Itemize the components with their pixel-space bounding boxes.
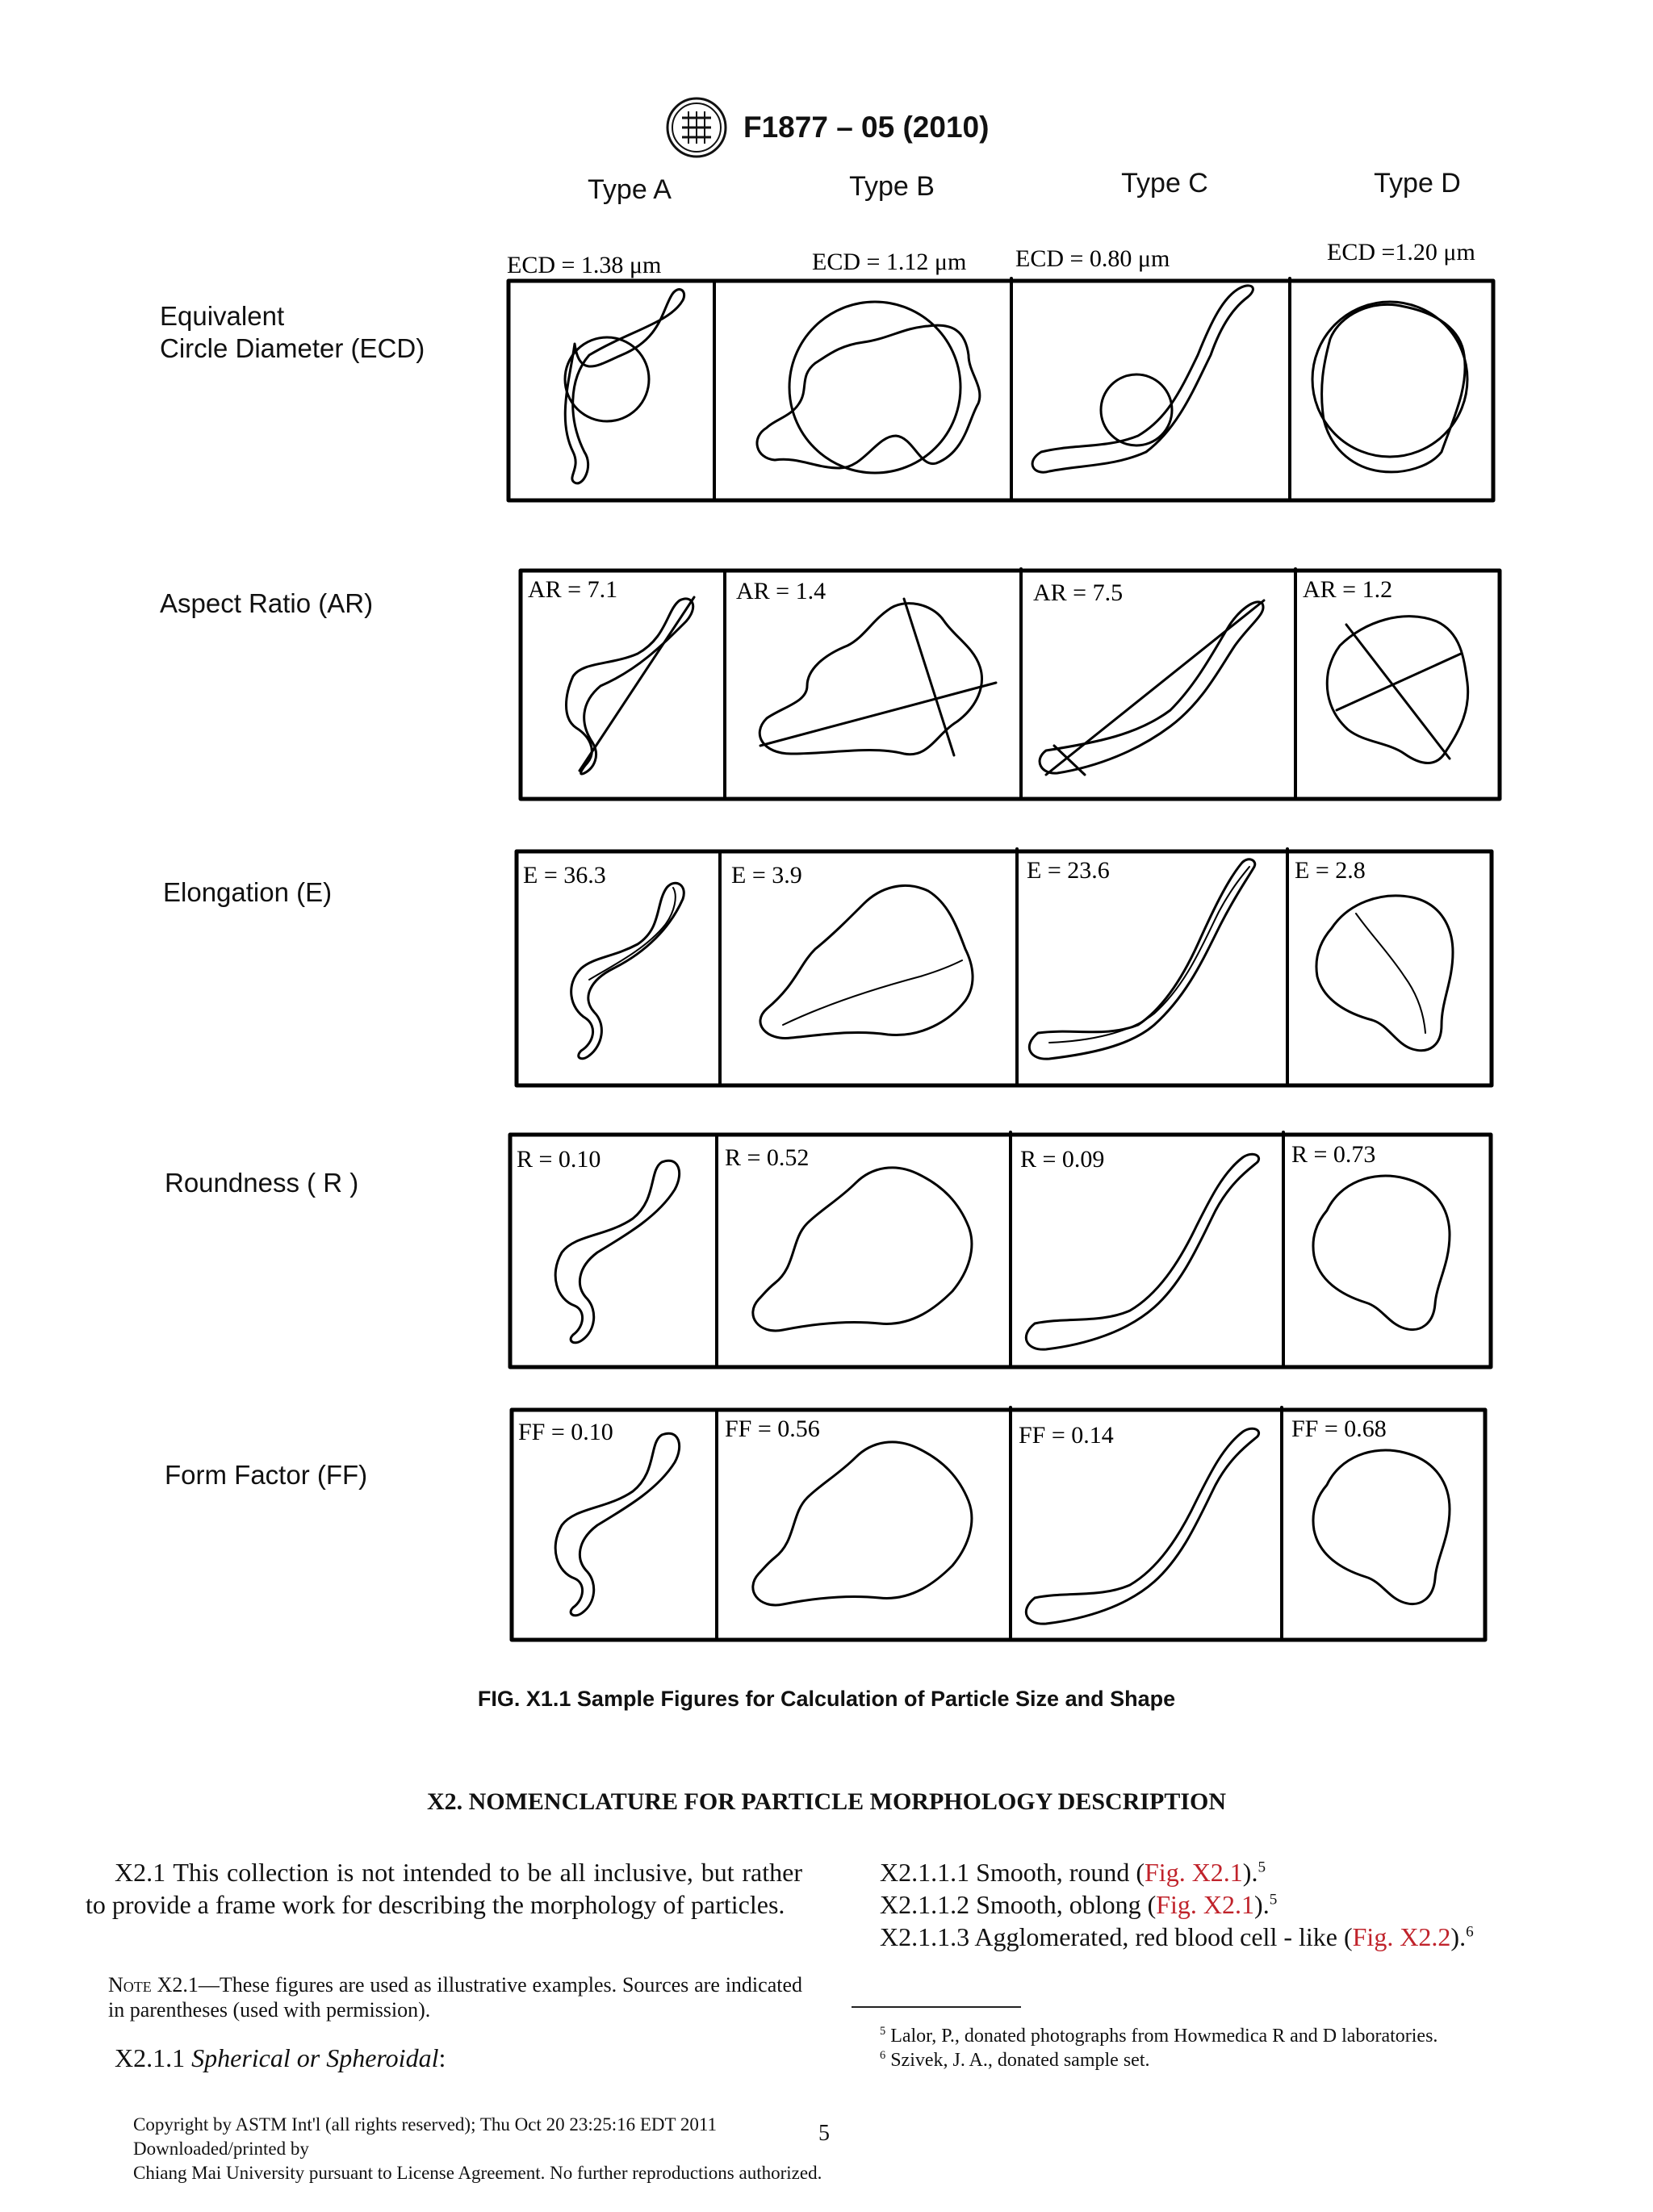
copyright-line: Copyright by ASTM Int'l (all rights reserved); Thu Oct 20 23:25:16 EDT 2011 — [133, 2114, 718, 2135]
footnote-ref[interactable]: 6 — [1466, 1923, 1474, 1941]
ar-value-type-a: AR = 7.1 — [528, 576, 618, 603]
footnote-item — [880, 2048, 1606, 2072]
subsection-title: Spherical or Spheroidal — [191, 2043, 439, 2072]
list-item-tail: ). — [1242, 1858, 1258, 1887]
list-item-text: X2.1.1.2 Smooth, oblong ( — [880, 1890, 1157, 1919]
form-factor-value-type-c: FF = 0.14 — [1019, 1422, 1114, 1449]
list-item-tail: ). — [1254, 1890, 1270, 1919]
list-item — [880, 1888, 1606, 1921]
column-header-type-a: Type A — [588, 174, 672, 205]
footnotes — [880, 2024, 1606, 2072]
note-x2-1 — [108, 1972, 802, 2022]
standard-designation: F1877 – 05 (2010) — [743, 111, 990, 144]
footnote-ref[interactable]: 5 — [1269, 1891, 1278, 1909]
footnote-text: Lalor, P., donated photographs from Howmedica R and D laboratories. — [885, 2026, 1438, 2047]
ar-row-panels — [521, 569, 1500, 799]
column-header-type-c: Type C — [1121, 168, 1208, 199]
figure-link[interactable]: Fig. X2.1 — [1156, 1890, 1255, 1919]
footnote-number: 5 — [880, 2025, 886, 2038]
form-factor-value-type-a: FF = 0.10 — [518, 1419, 613, 1445]
roundness-value-type-a: R = 0.10 — [517, 1146, 601, 1173]
column-header-type-b: Type B — [849, 171, 935, 202]
list-item — [880, 1856, 1606, 1888]
license-line: Chiang Mai University pursuant to License Agreement. No further reproductions authorized. — [133, 2163, 822, 2183]
roundness-value-type-d: R = 0.73 — [1291, 1141, 1376, 1168]
elongation-value-type-a: E = 36.3 — [523, 862, 606, 889]
subsection-number: X2.1.1 — [115, 2043, 192, 2072]
list-item-tail: ). — [1450, 1922, 1467, 1951]
form-factor-row-panels — [512, 1407, 1485, 1640]
elongation-row-panels — [517, 849, 1492, 1085]
figure-link[interactable]: Fig. X2.1 — [1145, 1858, 1243, 1887]
roundness-value-type-b: R = 0.52 — [725, 1144, 810, 1171]
ar-value-type-c: AR = 7.5 — [1033, 579, 1124, 606]
elongation-value-type-c: E = 23.6 — [1027, 857, 1110, 884]
row-label-ar: Aspect Ratio (AR) — [160, 588, 374, 618]
list-item — [880, 1921, 1606, 1953]
ecd-value-type-c: ECD = 0.80 μm — [1015, 245, 1170, 272]
section-title: X2. NOMENCLATURE FOR PARTICLE MORPHOLOGY DESCRIPTION — [426, 1788, 1227, 1815]
column-header-type-d: Type D — [1374, 168, 1461, 199]
footnote-item — [880, 2024, 1606, 2048]
ar-value-type-b: AR = 1.4 — [736, 578, 826, 604]
elongation-value-type-b: E = 3.9 — [731, 862, 802, 889]
subsection-x2-1-1 — [115, 2042, 802, 2074]
figure-caption: FIG. X1.1 Sample Figures for Calculation of Particle Size and Shape — [477, 1687, 1176, 1711]
footnote-divider — [852, 2006, 1021, 2008]
row-label-ecd-line1: Equivalent — [160, 301, 285, 331]
roundness-value-type-c: R = 0.09 — [1020, 1146, 1105, 1173]
note-label: Note — [108, 1973, 152, 1997]
row-label-roundness: Roundness ( R ) — [165, 1168, 359, 1198]
ecd-value-type-d: ECD =1.20 μm — [1327, 239, 1475, 266]
row-label-ecd-line2: Circle Diameter (ECD) — [160, 333, 425, 363]
ecd-row-panels — [508, 278, 1493, 500]
form-factor-value-type-b: FF = 0.56 — [725, 1415, 820, 1442]
row-label-form-factor: Form Factor (FF) — [165, 1460, 368, 1490]
footnote-text: Szivek, J. A., donated sample set. — [885, 2050, 1150, 2071]
download-line: Downloaded/printed by — [133, 2139, 309, 2159]
paragraph-x2-1: X2.1 This collection is not intended to be all inclusive, but rather to provide a frame work for describing the morphology of particles. — [86, 1858, 802, 1919]
page-number: 5 — [818, 2121, 830, 2146]
ecd-value-type-b: ECD = 1.12 μm — [812, 249, 967, 275]
elongation-value-type-d: E = 2.8 — [1295, 857, 1366, 884]
subsection-colon: : — [438, 2043, 446, 2072]
ecd-value-type-a: ECD = 1.38 μm — [507, 252, 662, 278]
form-factor-value-type-d: FF = 0.68 — [1291, 1415, 1387, 1442]
ar-value-type-d: AR = 1.2 — [1303, 576, 1393, 603]
list-item-text: X2.1.1.1 Smooth, round ( — [880, 1858, 1145, 1887]
row-label-elongation: Elongation (E) — [163, 877, 333, 907]
note-text: X2.1—These figures are used as illustrative examples. Sources are indicated in parentheses (used with permission). — [108, 1973, 802, 2022]
list-item-text: X2.1.1.3 Agglomerated, red blood cell - like ( — [880, 1922, 1353, 1951]
footnote-ref[interactable]: 5 — [1258, 1859, 1266, 1876]
figure-link[interactable]: Fig. X2.2 — [1352, 1922, 1451, 1951]
right-list — [880, 1856, 1606, 1953]
footnote-number: 6 — [880, 2049, 886, 2062]
